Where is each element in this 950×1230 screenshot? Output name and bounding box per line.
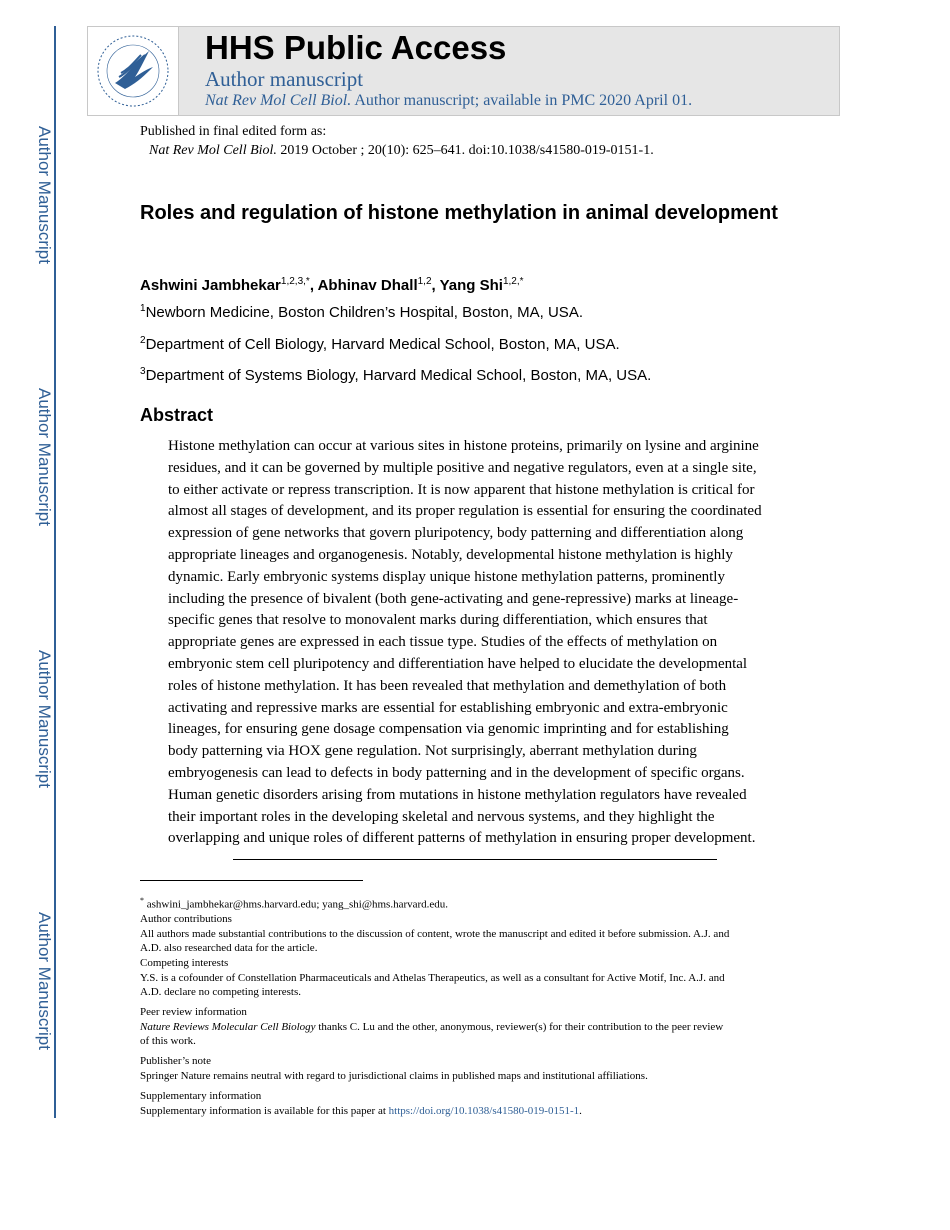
supp-text: Supplementary information is available for this paper at: [140, 1104, 389, 1117]
affiliation: [140, 303, 583, 321]
author-name: Abhinav Dhall: [317, 277, 418, 294]
affiliation-text: Newborn Medicine, Boston Children’s Hospital, Boston, MA, USA.: [145, 304, 583, 321]
published-label: Published in final edited form as:: [140, 124, 327, 139]
abstract-line: residues, and it can be governed by multiple positive and negative regulators, even at a single site,: [168, 459, 757, 476]
published-block: [140, 122, 654, 160]
abstract-line: embryonic stem cell pluripotency and differentiation have helped to elucidate the developmental: [168, 655, 748, 672]
abstract-line: Histone methylation can occur at various sites in histone proteins, primarily on lysine and arginine: [168, 438, 759, 454]
footnote-peer-review: [140, 1005, 810, 1049]
supp-doi-link[interactable]: https://doi.org/10.1038/s41580-019-0151-1: [388, 1104, 580, 1117]
correspondence-emails[interactable]: ashwini_jambhekar@hms.harvard.edu; yang_shi@hms.harvard.edu.: [144, 898, 449, 911]
abstract-line: to either activate or repress transcription. It is now apparent that histone methylation is critical for: [168, 481, 755, 498]
hhs-logo: [88, 27, 179, 115]
peer-heading: Peer review information: [140, 1006, 247, 1018]
banner-title: HHS Public Access: [205, 29, 507, 66]
hhs-eagle-seal-icon: [95, 33, 171, 109]
abstract-line: appropriate lineages and organogenesis. Notably, developmental histone methylation is highly: [168, 546, 733, 563]
banner-subtitle: Author manuscript: [205, 67, 364, 91]
footnote-correspondence: [140, 894, 810, 956]
competing-text: A.D. declare no competing interests.: [140, 986, 301, 998]
abstract-body: [168, 436, 788, 850]
contributions-heading: Author contributions: [140, 913, 232, 926]
abstract-line: appropriate genes are expressed in each tissue type. Studies of the effects of methylation on: [168, 634, 718, 651]
abstract-line: almost all stages of development, and its proper regulation is essential for ensuring the coordinated: [168, 503, 762, 520]
author-affiliation-marks: 1,2,3,*: [280, 276, 310, 287]
published-journal: Nat Rev Mol Cell Biol.: [149, 143, 277, 158]
published-citation: [140, 141, 654, 160]
contributions-text: A.D. also researched data for the article.: [140, 942, 318, 955]
peer-text: of this work.: [140, 1035, 196, 1047]
banner-availability-text: Author manuscript; available in PMC 2020 April 01.: [351, 92, 693, 109]
author-affiliation-marks: 1,2,*: [502, 276, 524, 287]
paper-title: Roles and regulation of histone methylation in animal development: [140, 202, 778, 224]
author-separator: ,: [431, 277, 440, 294]
abstract-line: their important roles in the developing skeletal and nervous systems, and they highlight the: [168, 808, 715, 825]
abstract-line: activating and repressive marks are essential for establishing embryonic and extra-embryonic: [168, 699, 728, 716]
hhs-banner: [87, 26, 840, 116]
side-label-author-manuscript: Author Manuscript: [35, 912, 54, 1050]
competing-heading: Competing interests: [140, 957, 229, 969]
side-label-author-manuscript: Author Manuscript: [35, 388, 54, 526]
correspondence-mark: *: [140, 896, 144, 905]
abstract-end-rule: [233, 859, 717, 860]
abstract-line: dynamic. Early embryonic systems display unique histone methylation patterns, prominently: [168, 568, 725, 585]
affiliation-text: Department of Systems Biology, Harvard Medical School, Boston, MA, USA.: [145, 367, 652, 384]
author-name: Ashwini Jambhekar: [140, 277, 281, 294]
contributions-text: All authors made substantial contributions to the discussion of content, wrote the manuscript and edited it before submission. A.J. and: [140, 927, 730, 940]
side-rule: [54, 26, 56, 1118]
affiliation-number: 2: [140, 335, 146, 346]
footnote-publisher: [140, 1054, 810, 1083]
supp-suffix: .: [579, 1104, 582, 1117]
abstract-line: including the presence of bivalent (both gene-activating and gene-repressive) marks at lineage-: [168, 590, 739, 607]
affiliation-number: 3: [140, 366, 146, 377]
abstract-line: embryogenesis can lead to defects in body patterning and in the development of specific organs.: [168, 764, 745, 781]
author-list: [140, 276, 524, 294]
affiliation: [140, 366, 651, 384]
footnote-competing: [140, 956, 810, 1000]
affiliation: [140, 335, 620, 353]
banner-availability: [205, 92, 692, 110]
abstract-line: roles of histone methylation. It has been revealed that methylation and demethylation of both: [168, 677, 727, 694]
footnote-supplementary: [140, 1089, 810, 1118]
author-affiliation-marks: 1,2: [417, 276, 432, 287]
publisher-text: Springer Nature remains neutral with regard to jurisdictional claims in published maps and institutional affiliations.: [140, 1069, 648, 1082]
footnote-rule: [140, 880, 363, 881]
abstract-line: expression of gene networks that govern pluripotency, body patterning and differentiation along: [168, 525, 744, 542]
banner-journal: Nat Rev Mol Cell Biol.: [205, 92, 352, 109]
author-separator: ,: [309, 277, 318, 294]
abstract-line: specific genes that resolve to monovalent marks during differentiation, which ensures that: [168, 612, 708, 629]
abstract-line: lineages, for ensuring gene dosage compensation via genomic imprinting and for establishing: [168, 721, 729, 738]
side-label-author-manuscript: Author Manuscript: [35, 650, 54, 788]
peer-journal: Nature Reviews Molecular Cell Biology: [140, 1020, 316, 1033]
affiliation-number: 1: [140, 303, 146, 314]
abstract-line: body patterning via HOX gene regulation. Not surprisingly, aberrant methylation during: [168, 743, 697, 760]
side-label-author-manuscript: Author Manuscript: [35, 126, 54, 264]
competing-text: Y.S. is a cofounder of Constellation Pharmaceuticals and Athelas Therapeutics, as well as a consultant for Active Motif, Inc. A.J. and: [140, 971, 725, 984]
published-citation-text: 2019 October ; 20(10): 625–641. doi:10.1038/s41580-019-0151-1.: [276, 143, 654, 158]
abstract-line: overlapping and unique roles of different patterns of methylation in ensuring proper development.: [168, 830, 756, 847]
publisher-heading: Publisher’s note: [140, 1055, 211, 1067]
supp-heading: Supplementary information: [140, 1090, 262, 1102]
abstract-line: Human genetic disorders arising from mutations in histone methylation regulators have revealed: [168, 786, 747, 803]
abstract-heading: Abstract: [140, 405, 214, 425]
peer-text: thanks C. Lu and the other, anonymous, reviewer(s) for their contribution to the peer review: [315, 1020, 724, 1033]
author-name: Yang Shi: [439, 277, 503, 294]
affiliation-text: Department of Cell Biology, Harvard Medical School, Boston, MA, USA.: [145, 336, 620, 353]
